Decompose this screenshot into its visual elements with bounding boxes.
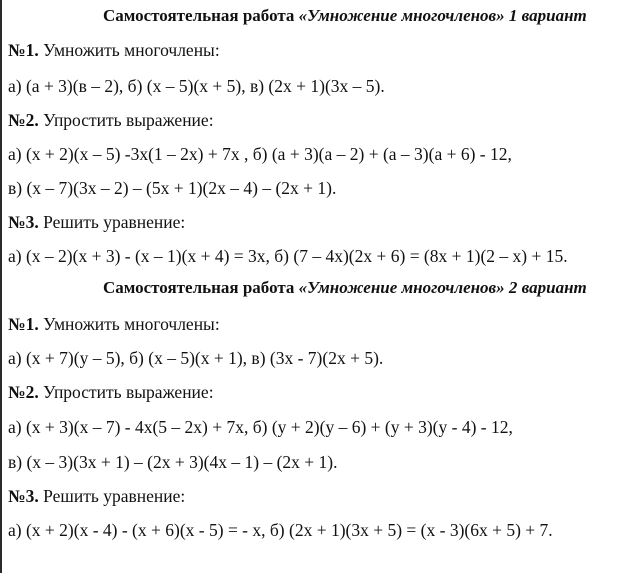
variant2-task2-number: №2. <box>8 382 39 402</box>
variant2-task1-heading <box>8 314 220 334</box>
variant2-title-prefix: Самостоятельная работа <box>103 278 299 297</box>
variant2-task2-item-c: в) (x – 3)(3x + 1) – (2x + 3)(4x – 1) – (2x + 1). <box>8 452 338 472</box>
variant2-task2-heading <box>8 382 214 402</box>
variant1-task1-number: №1. <box>8 40 39 60</box>
variant2-title <box>103 278 587 298</box>
variant1-task3-heading <box>8 212 185 232</box>
variant1-task2-instruction: Упростить выражение: <box>38 110 214 130</box>
variant2-task2-instruction: Упростить выражение: <box>38 382 214 402</box>
variant2-title-italic: «Умножение многочленов» 2 вариант <box>298 278 587 297</box>
variant2-task3-items: а) (x + 2)(x - 4) - (x + 6)(x - 5) = - x, б) (2x + 1)(3x + 5) = (x - 3)(6x + 5) + 7. <box>8 520 553 540</box>
variant2-task1-number: №1. <box>8 314 39 334</box>
variant1-task2-items-ab: а) (x + 2)(x – 5) -3x(1 – 2x) + 7x , б) (a + 3)(a – 2) + (a – 3)(a + 6) - 12, <box>8 144 512 164</box>
variant1-task2-number: №2. <box>8 110 39 130</box>
variant1-task2-heading <box>8 110 214 130</box>
variant1-title <box>103 6 587 26</box>
variant2-task3-heading <box>8 486 185 506</box>
variant1-title-prefix: Самостоятельная работа <box>103 6 299 25</box>
variant1-task3-instruction: Решить уравнение: <box>38 212 186 232</box>
variant1-task3-items: а) (x – 2)(x + 3) - (x – 1)(x + 4) = 3x, б) (7 – 4x)(2x + 6) = (8x + 1)(2 – x) + 15. <box>8 246 568 266</box>
variant1-task3-number: №3. <box>8 212 39 232</box>
variant2-task3-number: №3. <box>8 486 39 506</box>
variant2-task1-items: а) (x + 7)(y – 5), б) (x – 5)(x + 1), в) (3x - 7)(2x + 5). <box>8 348 384 368</box>
variant1-task2-item-c: в) (x – 7)(3x – 2) – (5x + 1)(2x – 4) – (2x + 1). <box>8 178 337 198</box>
variant1-task1-heading <box>8 40 220 60</box>
variant1-title-italic: «Умножение многочленов» 1 вариант <box>298 6 587 25</box>
page-border <box>0 0 2 573</box>
variant1-task1-instruction: Умножить многочлены: <box>38 40 220 60</box>
variant2-task1-instruction: Умножить многочлены: <box>38 314 220 334</box>
variant1-task1-items: а) (a + 3)(в – 2), б) (x – 5)(x + 5), в) (2x + 1)(3x – 5). <box>8 76 385 96</box>
variant2-task3-instruction: Решить уравнение: <box>38 486 186 506</box>
variant2-task2-items-ab: а) (x + 3)(x – 7) - 4x(5 – 2x) + 7x, б) (y + 2)(y – 6) + (y + 3)(y - 4) - 12, <box>8 417 513 437</box>
